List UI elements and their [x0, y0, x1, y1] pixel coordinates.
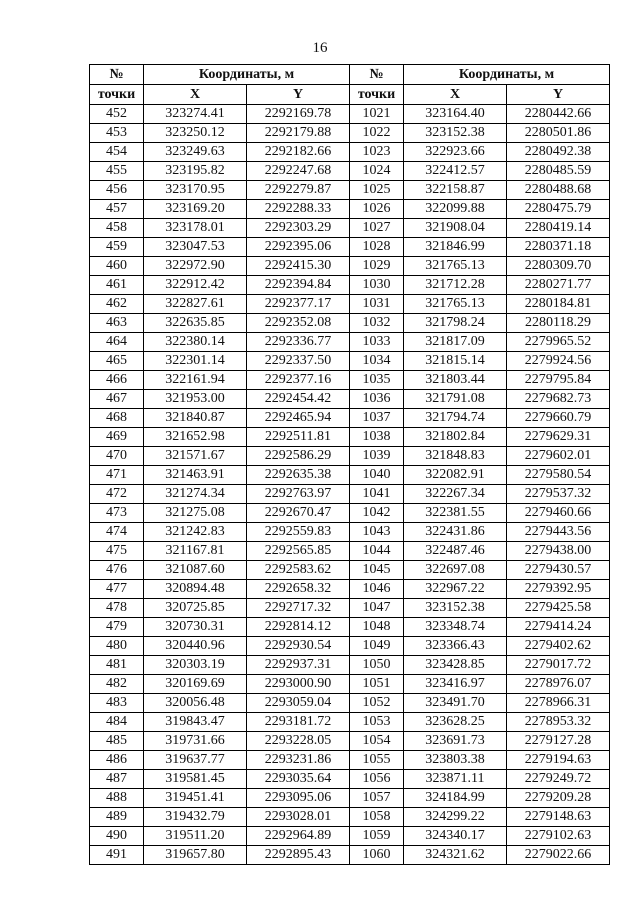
cell-y-right: 2279425.58 — [507, 599, 610, 618]
cell-x-right: 323366.43 — [404, 637, 507, 656]
point-number-header-right: № — [350, 65, 404, 85]
table-row — [90, 200, 610, 219]
cell-y-left: 2292377.17 — [247, 295, 350, 314]
cell-y-right: 2279660.79 — [507, 409, 610, 428]
cell-x-left: 323250.12 — [144, 124, 247, 143]
cell-x-left: 321167.81 — [144, 542, 247, 561]
cell-y-left: 2292288.33 — [247, 200, 350, 219]
cell-y-right: 2280118.29 — [507, 314, 610, 333]
table-row — [90, 504, 610, 523]
cell-y-right: 2279022.66 — [507, 846, 610, 865]
cell-point-number-right: 1043 — [350, 523, 404, 542]
cell-point-number-left: 490 — [90, 827, 144, 846]
cell-y-left: 2292635.38 — [247, 466, 350, 485]
cell-point-number-right: 1038 — [350, 428, 404, 447]
cell-point-number-right: 1023 — [350, 143, 404, 162]
cell-y-left: 2292565.85 — [247, 542, 350, 561]
cell-x-left: 323274.41 — [144, 105, 247, 124]
cell-point-number-left: 487 — [90, 770, 144, 789]
table-row — [90, 770, 610, 789]
table-row — [90, 333, 610, 352]
cell-x-right: 322158.87 — [404, 181, 507, 200]
cell-y-right: 2279460.66 — [507, 504, 610, 523]
cell-point-number-right: 1041 — [350, 485, 404, 504]
cell-point-number-left: 469 — [90, 428, 144, 447]
cell-x-right: 321798.24 — [404, 314, 507, 333]
cell-y-left: 2292279.87 — [247, 181, 350, 200]
cell-y-right: 2279430.57 — [507, 561, 610, 580]
cell-point-number-right: 1026 — [350, 200, 404, 219]
table-row — [90, 143, 610, 162]
cell-y-right: 2280184.81 — [507, 295, 610, 314]
cell-x-right: 321712.28 — [404, 276, 507, 295]
cell-point-number-left: 489 — [90, 808, 144, 827]
cell-x-left: 322380.14 — [144, 333, 247, 352]
table-row — [90, 561, 610, 580]
table-row — [90, 846, 610, 865]
cell-x-right: 321802.84 — [404, 428, 507, 447]
cell-x-left: 322827.61 — [144, 295, 247, 314]
cell-y-left: 2293228.05 — [247, 732, 350, 751]
cell-point-number-left: 472 — [90, 485, 144, 504]
cell-y-left: 2292717.32 — [247, 599, 350, 618]
cell-point-number-right: 1035 — [350, 371, 404, 390]
table-row — [90, 599, 610, 618]
cell-x-left: 319432.79 — [144, 808, 247, 827]
coordinates-header-right: Координаты, м — [404, 65, 610, 85]
cell-y-right: 2279682.73 — [507, 390, 610, 409]
cell-y-right: 2279148.63 — [507, 808, 610, 827]
cell-y-right: 2279537.32 — [507, 485, 610, 504]
cell-y-left: 2292895.43 — [247, 846, 350, 865]
cell-x-right: 324321.62 — [404, 846, 507, 865]
cell-y-left: 2292814.12 — [247, 618, 350, 637]
cell-point-number-left: 477 — [90, 580, 144, 599]
cell-x-left: 323249.63 — [144, 143, 247, 162]
cell-y-left: 2292511.81 — [247, 428, 350, 447]
cell-point-number-right: 1028 — [350, 238, 404, 257]
cell-y-left: 2292352.08 — [247, 314, 350, 333]
cell-y-left: 2293231.86 — [247, 751, 350, 770]
cell-point-number-right: 1021 — [350, 105, 404, 124]
cell-y-right: 2280419.14 — [507, 219, 610, 238]
cell-y-right: 2280485.59 — [507, 162, 610, 181]
cell-x-left: 323178.01 — [144, 219, 247, 238]
cell-point-number-right: 1052 — [350, 694, 404, 713]
cell-point-number-right: 1030 — [350, 276, 404, 295]
cell-point-number-right: 1045 — [350, 561, 404, 580]
cell-x-left: 319511.20 — [144, 827, 247, 846]
cell-x-right: 322267.34 — [404, 485, 507, 504]
table-row — [90, 789, 610, 808]
cell-x-right: 323871.11 — [404, 770, 507, 789]
coordinates-table — [89, 64, 610, 865]
cell-y-right: 2280475.79 — [507, 200, 610, 219]
table-row — [90, 808, 610, 827]
cell-y-left: 2292169.78 — [247, 105, 350, 124]
cell-point-number-left: 470 — [90, 447, 144, 466]
cell-point-number-left: 485 — [90, 732, 144, 751]
cell-x-right: 322967.22 — [404, 580, 507, 599]
cell-point-number-left: 463 — [90, 314, 144, 333]
cell-y-right: 2279209.28 — [507, 789, 610, 808]
cell-x-left: 319657.80 — [144, 846, 247, 865]
cell-x-left: 321242.83 — [144, 523, 247, 542]
cell-y-right: 2279392.95 — [507, 580, 610, 599]
cell-point-number-left: 467 — [90, 390, 144, 409]
cell-point-number-left: 457 — [90, 200, 144, 219]
cell-x-left: 322161.94 — [144, 371, 247, 390]
cell-point-number-left: 462 — [90, 295, 144, 314]
cell-point-number-right: 1027 — [350, 219, 404, 238]
cell-y-right: 2279402.62 — [507, 637, 610, 656]
cell-x-left: 320730.31 — [144, 618, 247, 637]
cell-y-left: 2292247.68 — [247, 162, 350, 181]
cell-point-number-right: 1044 — [350, 542, 404, 561]
cell-point-number-right: 1050 — [350, 656, 404, 675]
cell-x-right: 321848.83 — [404, 447, 507, 466]
cell-x-left: 321652.98 — [144, 428, 247, 447]
cell-x-right: 321846.99 — [404, 238, 507, 257]
cell-point-number-right: 1047 — [350, 599, 404, 618]
cell-point-number-left: 453 — [90, 124, 144, 143]
table-row — [90, 238, 610, 257]
cell-y-right: 2280488.68 — [507, 181, 610, 200]
cell-y-left: 2292930.54 — [247, 637, 350, 656]
cell-point-number-right: 1051 — [350, 675, 404, 694]
cell-point-number-right: 1057 — [350, 789, 404, 808]
coordinates-header-left: Координаты, м — [144, 65, 350, 85]
table-row — [90, 409, 610, 428]
cell-x-left: 323195.82 — [144, 162, 247, 181]
table-body — [90, 105, 610, 865]
cell-x-right: 322487.46 — [404, 542, 507, 561]
cell-point-number-left: 476 — [90, 561, 144, 580]
cell-y-left: 2292559.83 — [247, 523, 350, 542]
cell-x-left: 321840.87 — [144, 409, 247, 428]
y-header-left: Y — [247, 85, 350, 105]
cell-point-number-left: 466 — [90, 371, 144, 390]
cell-x-right: 321791.08 — [404, 390, 507, 409]
cell-x-left: 321275.08 — [144, 504, 247, 523]
cell-y-right: 2279194.63 — [507, 751, 610, 770]
cell-x-left: 322912.42 — [144, 276, 247, 295]
cell-x-left: 319731.66 — [144, 732, 247, 751]
table-row — [90, 466, 610, 485]
cell-y-left: 2293095.06 — [247, 789, 350, 808]
cell-x-right: 323348.74 — [404, 618, 507, 637]
cell-x-right: 323803.38 — [404, 751, 507, 770]
cell-x-right: 321908.04 — [404, 219, 507, 238]
cell-y-right: 2278966.31 — [507, 694, 610, 713]
cell-point-number-left: 468 — [90, 409, 144, 428]
table-row — [90, 295, 610, 314]
cell-x-left: 319843.47 — [144, 713, 247, 732]
cell-y-right: 2280442.66 — [507, 105, 610, 124]
cell-y-right: 2280501.86 — [507, 124, 610, 143]
cell-y-right: 2279795.84 — [507, 371, 610, 390]
cell-point-number-left: 481 — [90, 656, 144, 675]
cell-y-left: 2292658.32 — [247, 580, 350, 599]
cell-point-number-left: 456 — [90, 181, 144, 200]
table-row — [90, 314, 610, 333]
table-row — [90, 352, 610, 371]
table-row — [90, 523, 610, 542]
cell-x-left: 322635.85 — [144, 314, 247, 333]
cell-y-right: 2279102.63 — [507, 827, 610, 846]
cell-y-right: 2280271.77 — [507, 276, 610, 295]
cell-y-left: 2292336.77 — [247, 333, 350, 352]
cell-y-left: 2292586.29 — [247, 447, 350, 466]
cell-point-number-right: 1032 — [350, 314, 404, 333]
cell-y-right: 2278976.07 — [507, 675, 610, 694]
cell-y-right: 2279414.24 — [507, 618, 610, 637]
cell-y-left: 2293028.01 — [247, 808, 350, 827]
cell-x-left: 321087.60 — [144, 561, 247, 580]
cell-x-right: 323491.70 — [404, 694, 507, 713]
cell-x-right: 321765.13 — [404, 295, 507, 314]
table-row — [90, 371, 610, 390]
cell-x-right: 322697.08 — [404, 561, 507, 580]
table-row — [90, 162, 610, 181]
table-row — [90, 181, 610, 200]
cell-point-number-left: 484 — [90, 713, 144, 732]
cell-point-number-right: 1055 — [350, 751, 404, 770]
cell-point-number-right: 1031 — [350, 295, 404, 314]
cell-point-number-right: 1040 — [350, 466, 404, 485]
cell-y-left: 2292763.97 — [247, 485, 350, 504]
cell-point-number-left: 460 — [90, 257, 144, 276]
cell-x-right: 322099.88 — [404, 200, 507, 219]
table-row — [90, 124, 610, 143]
cell-point-number-right: 1037 — [350, 409, 404, 428]
table-row — [90, 618, 610, 637]
cell-x-right: 321815.14 — [404, 352, 507, 371]
cell-x-right: 321765.13 — [404, 257, 507, 276]
cell-y-right: 2279438.00 — [507, 542, 610, 561]
cell-x-right: 321817.09 — [404, 333, 507, 352]
cell-x-right: 324299.22 — [404, 808, 507, 827]
cell-point-number-right: 1046 — [350, 580, 404, 599]
cell-y-right: 2280492.38 — [507, 143, 610, 162]
cell-x-left: 320894.48 — [144, 580, 247, 599]
cell-point-number-right: 1054 — [350, 732, 404, 751]
cell-point-number-left: 473 — [90, 504, 144, 523]
table-row — [90, 694, 610, 713]
cell-x-left: 323170.95 — [144, 181, 247, 200]
cell-point-number-left: 483 — [90, 694, 144, 713]
cell-x-right: 322431.86 — [404, 523, 507, 542]
cell-x-left: 321571.67 — [144, 447, 247, 466]
cell-point-number-left: 474 — [90, 523, 144, 542]
table-row — [90, 751, 610, 770]
cell-point-number-left: 452 — [90, 105, 144, 124]
cell-y-right: 2279249.72 — [507, 770, 610, 789]
cell-point-number-right: 1059 — [350, 827, 404, 846]
cell-point-number-right: 1039 — [350, 447, 404, 466]
cell-y-left: 2292964.89 — [247, 827, 350, 846]
cell-point-number-right: 1053 — [350, 713, 404, 732]
cell-point-number-left: 480 — [90, 637, 144, 656]
cell-point-number-right: 1022 — [350, 124, 404, 143]
cell-point-number-right: 1058 — [350, 808, 404, 827]
cell-point-number-right: 1024 — [350, 162, 404, 181]
cell-point-number-left: 459 — [90, 238, 144, 257]
cell-x-left: 321463.91 — [144, 466, 247, 485]
cell-point-number-right: 1049 — [350, 637, 404, 656]
cell-point-number-left: 464 — [90, 333, 144, 352]
cell-point-number-left: 465 — [90, 352, 144, 371]
cell-point-number-left: 454 — [90, 143, 144, 162]
cell-x-left: 320303.19 — [144, 656, 247, 675]
cell-point-number-right: 1060 — [350, 846, 404, 865]
cell-x-left: 322972.90 — [144, 257, 247, 276]
header-row-2 — [90, 85, 610, 105]
cell-y-right: 2278953.32 — [507, 713, 610, 732]
cell-point-number-left: 458 — [90, 219, 144, 238]
cell-point-number-right: 1033 — [350, 333, 404, 352]
table-row — [90, 428, 610, 447]
cell-x-left: 319451.41 — [144, 789, 247, 808]
table-row — [90, 637, 610, 656]
table-row — [90, 105, 610, 124]
table-row — [90, 675, 610, 694]
cell-y-left: 2292670.47 — [247, 504, 350, 523]
cell-y-left: 2292303.29 — [247, 219, 350, 238]
cell-x-left: 319581.45 — [144, 770, 247, 789]
cell-y-left: 2292377.16 — [247, 371, 350, 390]
table-row — [90, 447, 610, 466]
cell-point-number-left: 486 — [90, 751, 144, 770]
cell-y-left: 2292394.84 — [247, 276, 350, 295]
cell-point-number-left: 478 — [90, 599, 144, 618]
table-row — [90, 656, 610, 675]
cell-x-right: 322381.55 — [404, 504, 507, 523]
cell-y-right: 2279580.54 — [507, 466, 610, 485]
point-sub-header-left: точки — [90, 85, 144, 105]
cell-x-right: 323691.73 — [404, 732, 507, 751]
page-number: 16 — [312, 40, 328, 56]
table-row — [90, 827, 610, 846]
cell-x-left: 320725.85 — [144, 599, 247, 618]
cell-x-right: 322082.91 — [404, 466, 507, 485]
point-number-header-left: № — [90, 65, 144, 85]
cell-x-right: 322412.57 — [404, 162, 507, 181]
cell-y-left: 2293059.04 — [247, 694, 350, 713]
cell-x-left: 319637.77 — [144, 751, 247, 770]
cell-x-left: 323169.20 — [144, 200, 247, 219]
cell-point-number-left: 479 — [90, 618, 144, 637]
cell-point-number-left: 491 — [90, 846, 144, 865]
cell-x-left: 320056.48 — [144, 694, 247, 713]
y-header-right: Y — [507, 85, 610, 105]
table-row — [90, 713, 610, 732]
cell-point-number-right: 1048 — [350, 618, 404, 637]
cell-x-right: 323152.38 — [404, 124, 507, 143]
cell-x-right: 323152.38 — [404, 599, 507, 618]
cell-y-left: 2292937.31 — [247, 656, 350, 675]
cell-point-number-left: 482 — [90, 675, 144, 694]
cell-x-right: 323428.85 — [404, 656, 507, 675]
cell-point-number-right: 1025 — [350, 181, 404, 200]
cell-point-number-left: 455 — [90, 162, 144, 181]
cell-x-right: 324340.17 — [404, 827, 507, 846]
cell-point-number-right: 1034 — [350, 352, 404, 371]
cell-point-number-left: 471 — [90, 466, 144, 485]
cell-y-right: 2279602.01 — [507, 447, 610, 466]
cell-point-number-left: 488 — [90, 789, 144, 808]
cell-y-left: 2293000.90 — [247, 675, 350, 694]
cell-x-right: 321803.44 — [404, 371, 507, 390]
cell-x-left: 322301.14 — [144, 352, 247, 371]
x-header-right: X — [404, 85, 507, 105]
cell-x-left: 321953.00 — [144, 390, 247, 409]
table-row — [90, 485, 610, 504]
cell-y-right: 2280309.70 — [507, 257, 610, 276]
cell-x-left: 323047.53 — [144, 238, 247, 257]
cell-x-right: 323628.25 — [404, 713, 507, 732]
cell-y-left: 2293181.72 — [247, 713, 350, 732]
table-row — [90, 580, 610, 599]
table-row — [90, 542, 610, 561]
cell-point-number-right: 1036 — [350, 390, 404, 409]
cell-y-right: 2279443.56 — [507, 523, 610, 542]
cell-point-number-right: 1042 — [350, 504, 404, 523]
cell-point-number-right: 1029 — [350, 257, 404, 276]
x-header-left: X — [144, 85, 247, 105]
point-sub-header-right: точки — [350, 85, 404, 105]
cell-y-left: 2292182.66 — [247, 143, 350, 162]
cell-x-left: 320169.69 — [144, 675, 247, 694]
cell-y-left: 2292415.30 — [247, 257, 350, 276]
cell-y-left: 2292395.06 — [247, 238, 350, 257]
cell-y-left: 2293035.64 — [247, 770, 350, 789]
cell-x-right: 322923.66 — [404, 143, 507, 162]
header-row-1 — [90, 65, 610, 85]
cell-y-right: 2280371.18 — [507, 238, 610, 257]
cell-point-number-right: 1056 — [350, 770, 404, 789]
cell-x-right: 323416.97 — [404, 675, 507, 694]
table-row — [90, 732, 610, 751]
cell-x-right: 323164.40 — [404, 105, 507, 124]
cell-y-right: 2279017.72 — [507, 656, 610, 675]
cell-x-right: 321794.74 — [404, 409, 507, 428]
table-row — [90, 276, 610, 295]
cell-y-left: 2292454.42 — [247, 390, 350, 409]
cell-point-number-left: 461 — [90, 276, 144, 295]
cell-point-number-left: 475 — [90, 542, 144, 561]
cell-y-left: 2292583.62 — [247, 561, 350, 580]
cell-y-right: 2279924.56 — [507, 352, 610, 371]
cell-y-right: 2279127.28 — [507, 732, 610, 751]
cell-x-left: 320440.96 — [144, 637, 247, 656]
table-row — [90, 219, 610, 238]
cell-y-right: 2279965.52 — [507, 333, 610, 352]
table-row — [90, 257, 610, 276]
cell-x-right: 324184.99 — [404, 789, 507, 808]
cell-y-left: 2292337.50 — [247, 352, 350, 371]
cell-y-left: 2292179.88 — [247, 124, 350, 143]
cell-y-left: 2292465.94 — [247, 409, 350, 428]
cell-x-left: 321274.34 — [144, 485, 247, 504]
cell-y-right: 2279629.31 — [507, 428, 610, 447]
table-row — [90, 390, 610, 409]
